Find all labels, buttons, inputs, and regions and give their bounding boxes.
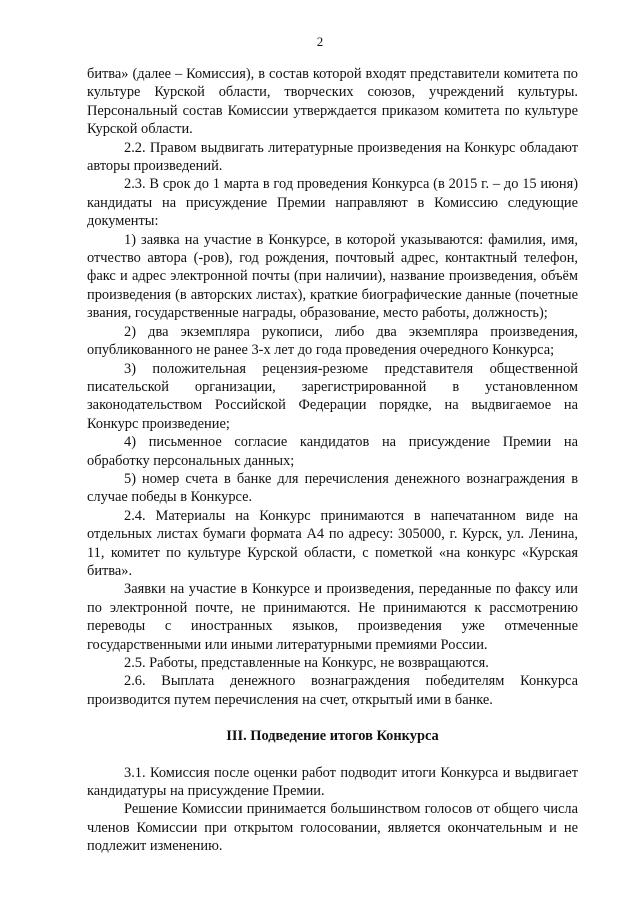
- document-body: [87, 65, 578, 856]
- paragraph-commission-composition: битва» (далее – Комиссия), в состав которой входят представители комитета по культуре Курской области, творческих союзов, учреждений культуры. Персональный состав Комиссии утверждается приказом комитета по культуре Курской области.: [87, 66, 578, 138]
- page-number: 2: [316, 34, 324, 49]
- paragraph-2-5: 2.5. Работы, представленные на Конкурс, не возвращаются.: [124, 655, 489, 671]
- paragraph-2-3: 2.3. В срок до 1 марта в год проведения Конкурса (в 2015 г. – до 15 июня) кандидаты на присуждение Премии направляют в Комиссию следующие документы:: [87, 176, 578, 230]
- list-item-2: 2) два экземпляра рукописи, либо два экземпляра произведения, опубликованного не ранее 3-х лет до года проведения очередного Конкурса;: [87, 323, 578, 359]
- paragraph-2-4: 2.4. Материалы на Конкурс принимаются в напечатанном виде на отдельных листах бумаги формата А4 по адресу: 305000, г. Курск, ул. Ленина, 11, комитет по культуре Курской области, с пометкой «на конкурс «Курская битва».: [87, 507, 578, 579]
- paragraph-2-6: 2.6. Выплата денежного вознаграждения победителям Конкурса производится путем перечисления на счет, открытый ими в банке.: [87, 673, 578, 708]
- paragraph-3-1: 3.1. Комиссия после оценки работ подводит итоги Конкурса и выдвигает кандидатуры на присуждение Премии.: [87, 764, 578, 800]
- list-item-1: 1) заявка на участие в Конкурсе, в которой указываются: фамилия, имя, отчество автора (-ров), год рождения, почтовый адрес, контактный телефон, факс и адрес электронной почты (при наличии), название произведения, объём произведения (в авторских листах), краткие биографические данные (почетные звания, государственные награды, образование, место работы, должность);: [87, 231, 578, 322]
- paragraph-decision: Решение Комиссии принимается большинством голосов от общего числа членов Комиссии при открытом голосовании, является окончательным и не подлежит изменению.: [87, 801, 578, 855]
- paragraph-2-2: 2.2. Правом выдвигать литературные произведения на Конкурс обладают авторы произведений.: [87, 139, 578, 175]
- list-item-4: 4) письменное согласие кандидатов на присуждение Премии на обработку персональных данных;: [87, 434, 578, 469]
- paragraph-submission-rules: Заявки на участие в Конкурсе и произведения, переданные по факсу или по электронной почте, не принимаются. Не принимаются к рассмотрению переводы с иностранных языков, произведения уже отмеченные государственными или иными литературными премиями России.: [87, 581, 578, 653]
- section-heading: III. Подведение итогов Конкурса: [226, 728, 439, 745]
- list-item-5: 5) номер счета в банке для перечисления денежного вознаграждения в случае победы в Конкурсе.: [87, 470, 578, 506]
- list-item-3: 3) положительная рецензия-резюме представителя общественной писательской организации, зарегистрированной в установленном законодательством Российской Федерации порядке, на выдвигаемое на Конкурс произведение;: [87, 360, 578, 432]
